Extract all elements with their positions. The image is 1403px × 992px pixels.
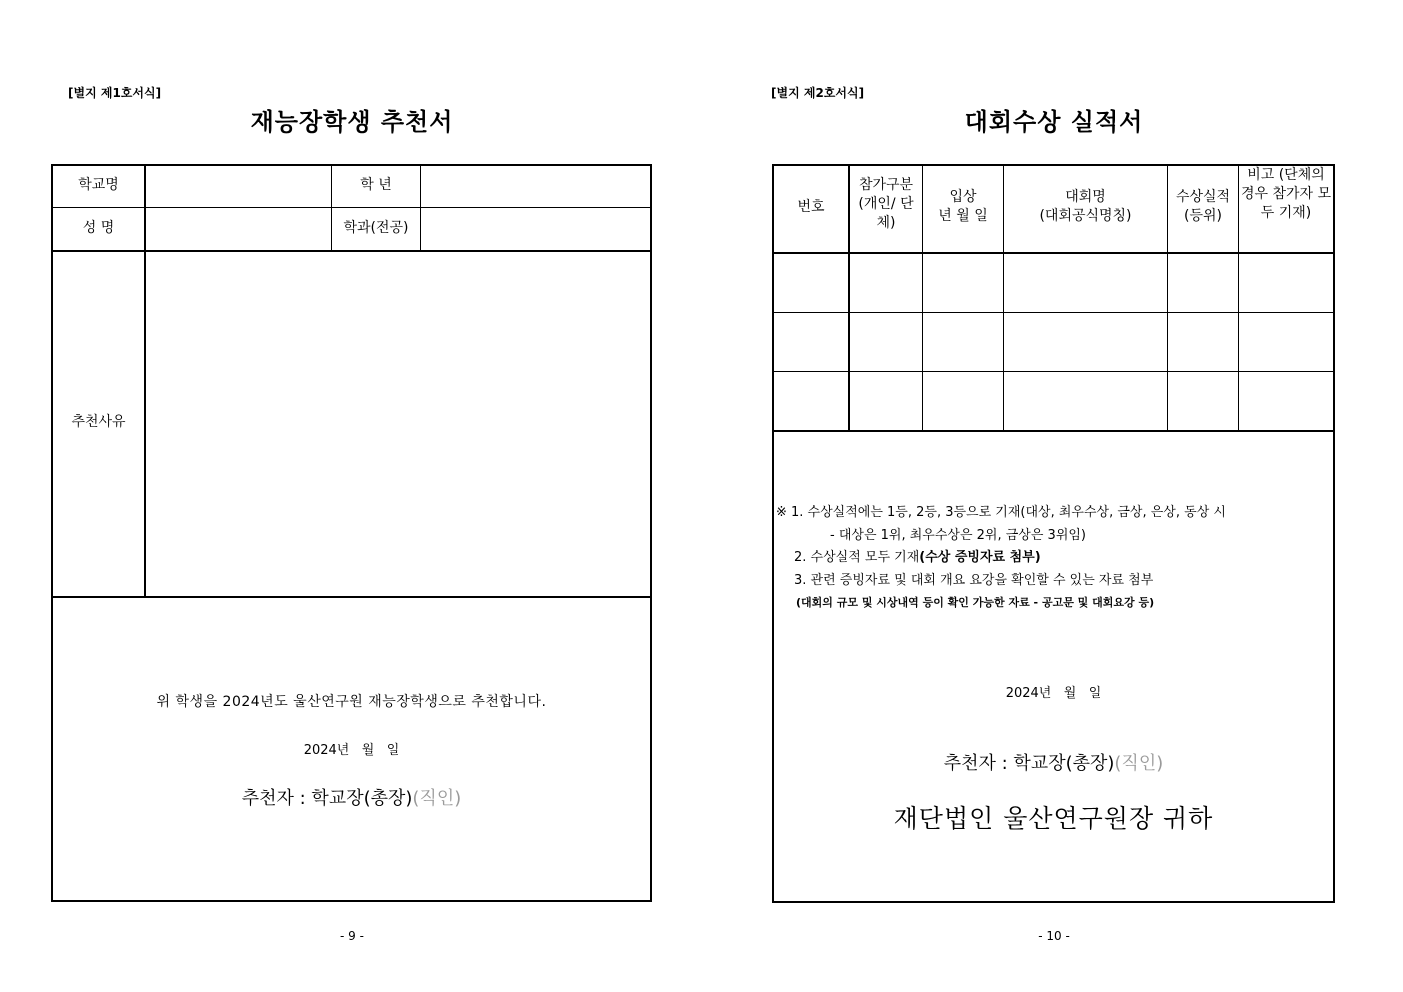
awards-date: 2024년 월 일 — [1005, 686, 1102, 701]
awards-recommender-text: 추천자 : 학교장(총장) — [943, 753, 1115, 774]
header-number: 번호 — [797, 199, 825, 215]
header-award-date — [923, 188, 1003, 226]
page-number-10: - 10 - — [1038, 929, 1070, 943]
reason-label: 추천사유 — [71, 414, 126, 430]
department-label: 학과(전공) — [343, 220, 409, 236]
header-participation: 참가구분 (개인/ 단체) — [858, 177, 914, 231]
note-1b: - 대상은 1위, 최우수상은 2위, 금상은 3위임) — [830, 528, 1087, 543]
header-contest-line1: 대회명 — [1065, 189, 1106, 205]
awards-form — [772, 164, 1335, 903]
header-award-date-line2: 년 월 일 — [938, 208, 988, 224]
award-row-3[interactable] — [774, 372, 848, 430]
header-result-line1: 수상실적 — [1175, 189, 1231, 205]
note-2 — [794, 546, 1041, 565]
reason-field[interactable] — [147, 253, 649, 595]
header-result-line2: (등위) — [1184, 208, 1222, 224]
note-2-bold: (수상 증빙자료 첨부) — [919, 550, 1041, 565]
page-number-9: - 9 - — [340, 929, 364, 943]
note-2-text: 2. 수상실적 모두 기재 — [794, 550, 920, 565]
recommender-text: 추천자 : 학교장(총장) — [241, 788, 413, 809]
header-result — [1168, 188, 1238, 226]
recommendation-statement: 위 학생을 2024년도 울산연구원 재능장학생으로 추천합니다. — [156, 694, 547, 710]
header-contest-line2: (대회공식명칭) — [1039, 208, 1132, 224]
recommender-line — [53, 784, 650, 810]
header-remarks: 비고 (단체의 경우 참가자 모두 기재) — [1240, 167, 1332, 221]
grade-field[interactable] — [422, 166, 649, 207]
award-row-1[interactable] — [774, 254, 848, 312]
page-title-recommendation: 재능장학생 추천서 — [250, 108, 454, 136]
recommendation-form — [51, 164, 652, 902]
department-field[interactable] — [422, 209, 649, 250]
addressee: 재단법인 울산연구원장 귀하 — [893, 804, 1214, 833]
student-name-field[interactable] — [147, 209, 330, 250]
page-title-awards: 대회수상 실적서 — [964, 108, 1144, 136]
form-label-1: [별지 제1호서식] — [68, 86, 162, 100]
awards-recommender-line — [774, 749, 1333, 775]
grade-label: 학 년 — [360, 177, 392, 193]
note-3: 3. 관련 증빙자료 및 대회 개요 요강을 확인할 수 있는 자료 첨부 — [794, 573, 1154, 588]
seal-text: (직인) — [412, 788, 462, 809]
form-label-2: [별지 제2호서식] — [771, 86, 865, 100]
note-1: ※ 1. 수상실적에는 1등, 2등, 3등으로 기재(대상, 최우수상, 금상, 은상, 동상 시 — [776, 505, 1226, 520]
awards-seal-text: (직인) — [1114, 753, 1164, 774]
recommendation-date: 2024년 월 일 — [303, 743, 400, 758]
award-row-2[interactable] — [774, 313, 848, 371]
student-name-label: 성 명 — [82, 220, 115, 236]
note-4: (대회의 규모 및 시상내역 등이 확인 가능한 자료 - 공고문 및 대회요강 등) — [796, 596, 1155, 609]
school-name-label: 학교명 — [78, 177, 119, 193]
header-contest — [1004, 188, 1167, 226]
header-award-date-line1: 입상 — [949, 189, 977, 205]
school-name-field[interactable] — [147, 166, 330, 207]
